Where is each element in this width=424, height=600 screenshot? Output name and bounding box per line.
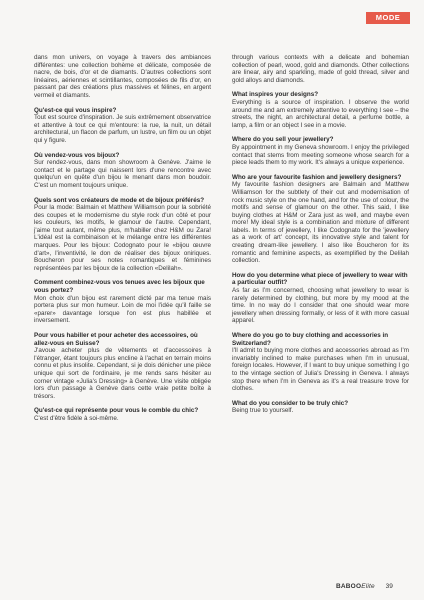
interview-answer: Everything is a source of inspiration. I observe the world around me and am extremely attentive to everything I see – the streets, the night, an architectural detail, a perfume bottle, a lamp, a film or an object I see in a movie.: [232, 98, 409, 129]
interview-answer: Mon choix d'un bijou est rarement dicté par ma tenue mais portera plus sur mon humeur. Loin de moi l'idée qu'il faille se «parer» davantage lorsque l'on est plus habillée et inversement.: [34, 294, 211, 325]
page-footer: [336, 583, 393, 590]
interview-question: Where do you go to buy clothing and accessories in Switzerland?: [232, 332, 389, 347]
page-number: 39: [385, 583, 393, 590]
interview-question: How do you determine what piece of jewellery to wear with a particular outfit?: [232, 271, 408, 287]
interview-answer: Sur rendez-vous, dans mon showroom à Genève. J'aime le contact et le partage qui naissent lors d'une rencontre avec quelqu'un en quête d'un bijou le menant dans mon boudoir. C'est un moment toujours unique.: [34, 159, 211, 189]
interview-answer: Pour la mode: Balmain et Matthew Williamson pour la sobriété des coupes et le modernisme du style rock d'un côté et pour les couleurs, les motifs, le glamour de l'autre. Cependant, j'aime tout autant, même plus, m'habiller chez H&M ou Zara! L'idéal est la combinaison et le mélange entre les différentes marques. Pour les bijoux: Codognato pour le «bijou œuvre d'art», l'inventivité, le don de réaliser des bijoux oniriques. Boucheron pour ses notes romantiques et féminines représentées par les bijoux de la collection «Delilah».: [34, 204, 211, 272]
section-badge: MODE: [366, 12, 410, 24]
interview-answer: My favourite fashion designers are Balmain and Matthew Williamson for the subtlety of their cut and modernisation of rock music style on the one hand, and for the use of colour, the motifs and sense of glamour on the other. This said, I like buying clothes at H&M or Zara just as well, and maybe even more! My ideal style is a combination and mixture of different labels. In terms of jewellery, I like Codognato for the 'jewellery as a work of art' concept, its innovative style and talent for creating dream-like jewellery. I also like Boucheron for its romantic and feminine aspects, as exemplified by the Delilah collection.: [232, 181, 409, 265]
interview-question: Quels sont vos créateurs de mode et de bijoux préférés?: [34, 196, 205, 204]
interview-answer: through various contexts with a delicate and bohemian collection of pearl, wood, gold and diamonds. Other collections are linear, airy and sparkling, made of gold thread, silver and gold alloys and diamonds.: [232, 54, 409, 84]
interview-answer: I'll admit to buying more clothes and accessories abroad as I'm invariably inclined to make purchases when I'm in unusual, foreign locales. However, if I want to buy unique something I go to the vintage section of Julia's Dressing in Geneva. I always stop there when I'm in Geneva as it's a real treasure trove for clothes.: [232, 347, 409, 393]
magazine-suffix: Elite: [361, 583, 375, 590]
interview-answer: C'est d'être fidèle à soi-même.: [34, 414, 119, 422]
interview-answer: dans mon univers, on voyage à travers des ambiances différentes: une collection bohème et délicate, composée de nacre, de bois, d'or et de diamants. D'autres collections sont linéaires, aériennes et scintillantes, composées de fils d'or, en passant par des créations plus massives et félines, en argent vermeil et diamants.: [34, 54, 211, 99]
interview-answer: By appointment in my Geneva showroom. I enjoy the privileged contact that stems from meeting someone whose search for a piece leads them to my work. It's always a unique experience.: [232, 143, 409, 167]
interview-answer: J'avoue acheter plus de vêtements et d'accessoires à l'étranger, étant toujours plus encline à l'achat en terrain moins connu et plus insolite. Cependant, si je dois dénicher une pièce unique qui sort de l'ordinaire, je me rends sans hésiter au corner vintage «Julia's Dressing» à Genève. Une visite obligée lors d'un passage à Genève dans cette vraie petite boîte à trésors.: [34, 347, 211, 400]
interview-question: Pour vous habiller et pour acheter des accessoires, où allez-vous en Suisse?: [34, 332, 198, 347]
interview-question: Who are your favourite fashion and jewellery designers?: [232, 173, 402, 181]
article-column-french: [34, 54, 211, 430]
interview-question: Qu'est-ce qui vous inspire?: [34, 106, 117, 114]
interview-answer: As far as I'm concerned, choosing what jewellery to wear is rarely determined by clothing, but more by my mood at the time. In no way do I consider that one should wear more jewellery when dressing formally, or less of it with more casual apparel.: [232, 287, 409, 325]
interview-question: Qu'est-ce qui représente pour vous le comble du chic?: [34, 407, 199, 415]
interview-question: Où vendez-vous vos bijoux?: [34, 151, 120, 159]
interview-answer: Being true to yourself.: [232, 407, 294, 415]
magazine-logo: [336, 583, 375, 590]
magazine-name: BABOO: [336, 583, 362, 590]
article-column-english: [232, 54, 409, 422]
interview-answer: Tout est source d'inspiration. Je suis extrêmement observatrice et attentive à tout ce qui m'entoure: la rue, la nuit, un détail architectural, un flacon de parfum, un lustre, un film ou un objet qui y figure.: [34, 114, 211, 144]
interview-question: Where do you sell your jewellery?: [232, 136, 334, 144]
interview-question: Comment combinez-vous vos tenues avec les bijoux que vous portez?: [34, 279, 205, 295]
interview-question: What do you consider to be truly chic?: [232, 399, 349, 407]
interview-question: What inspires your designs?: [232, 91, 319, 99]
